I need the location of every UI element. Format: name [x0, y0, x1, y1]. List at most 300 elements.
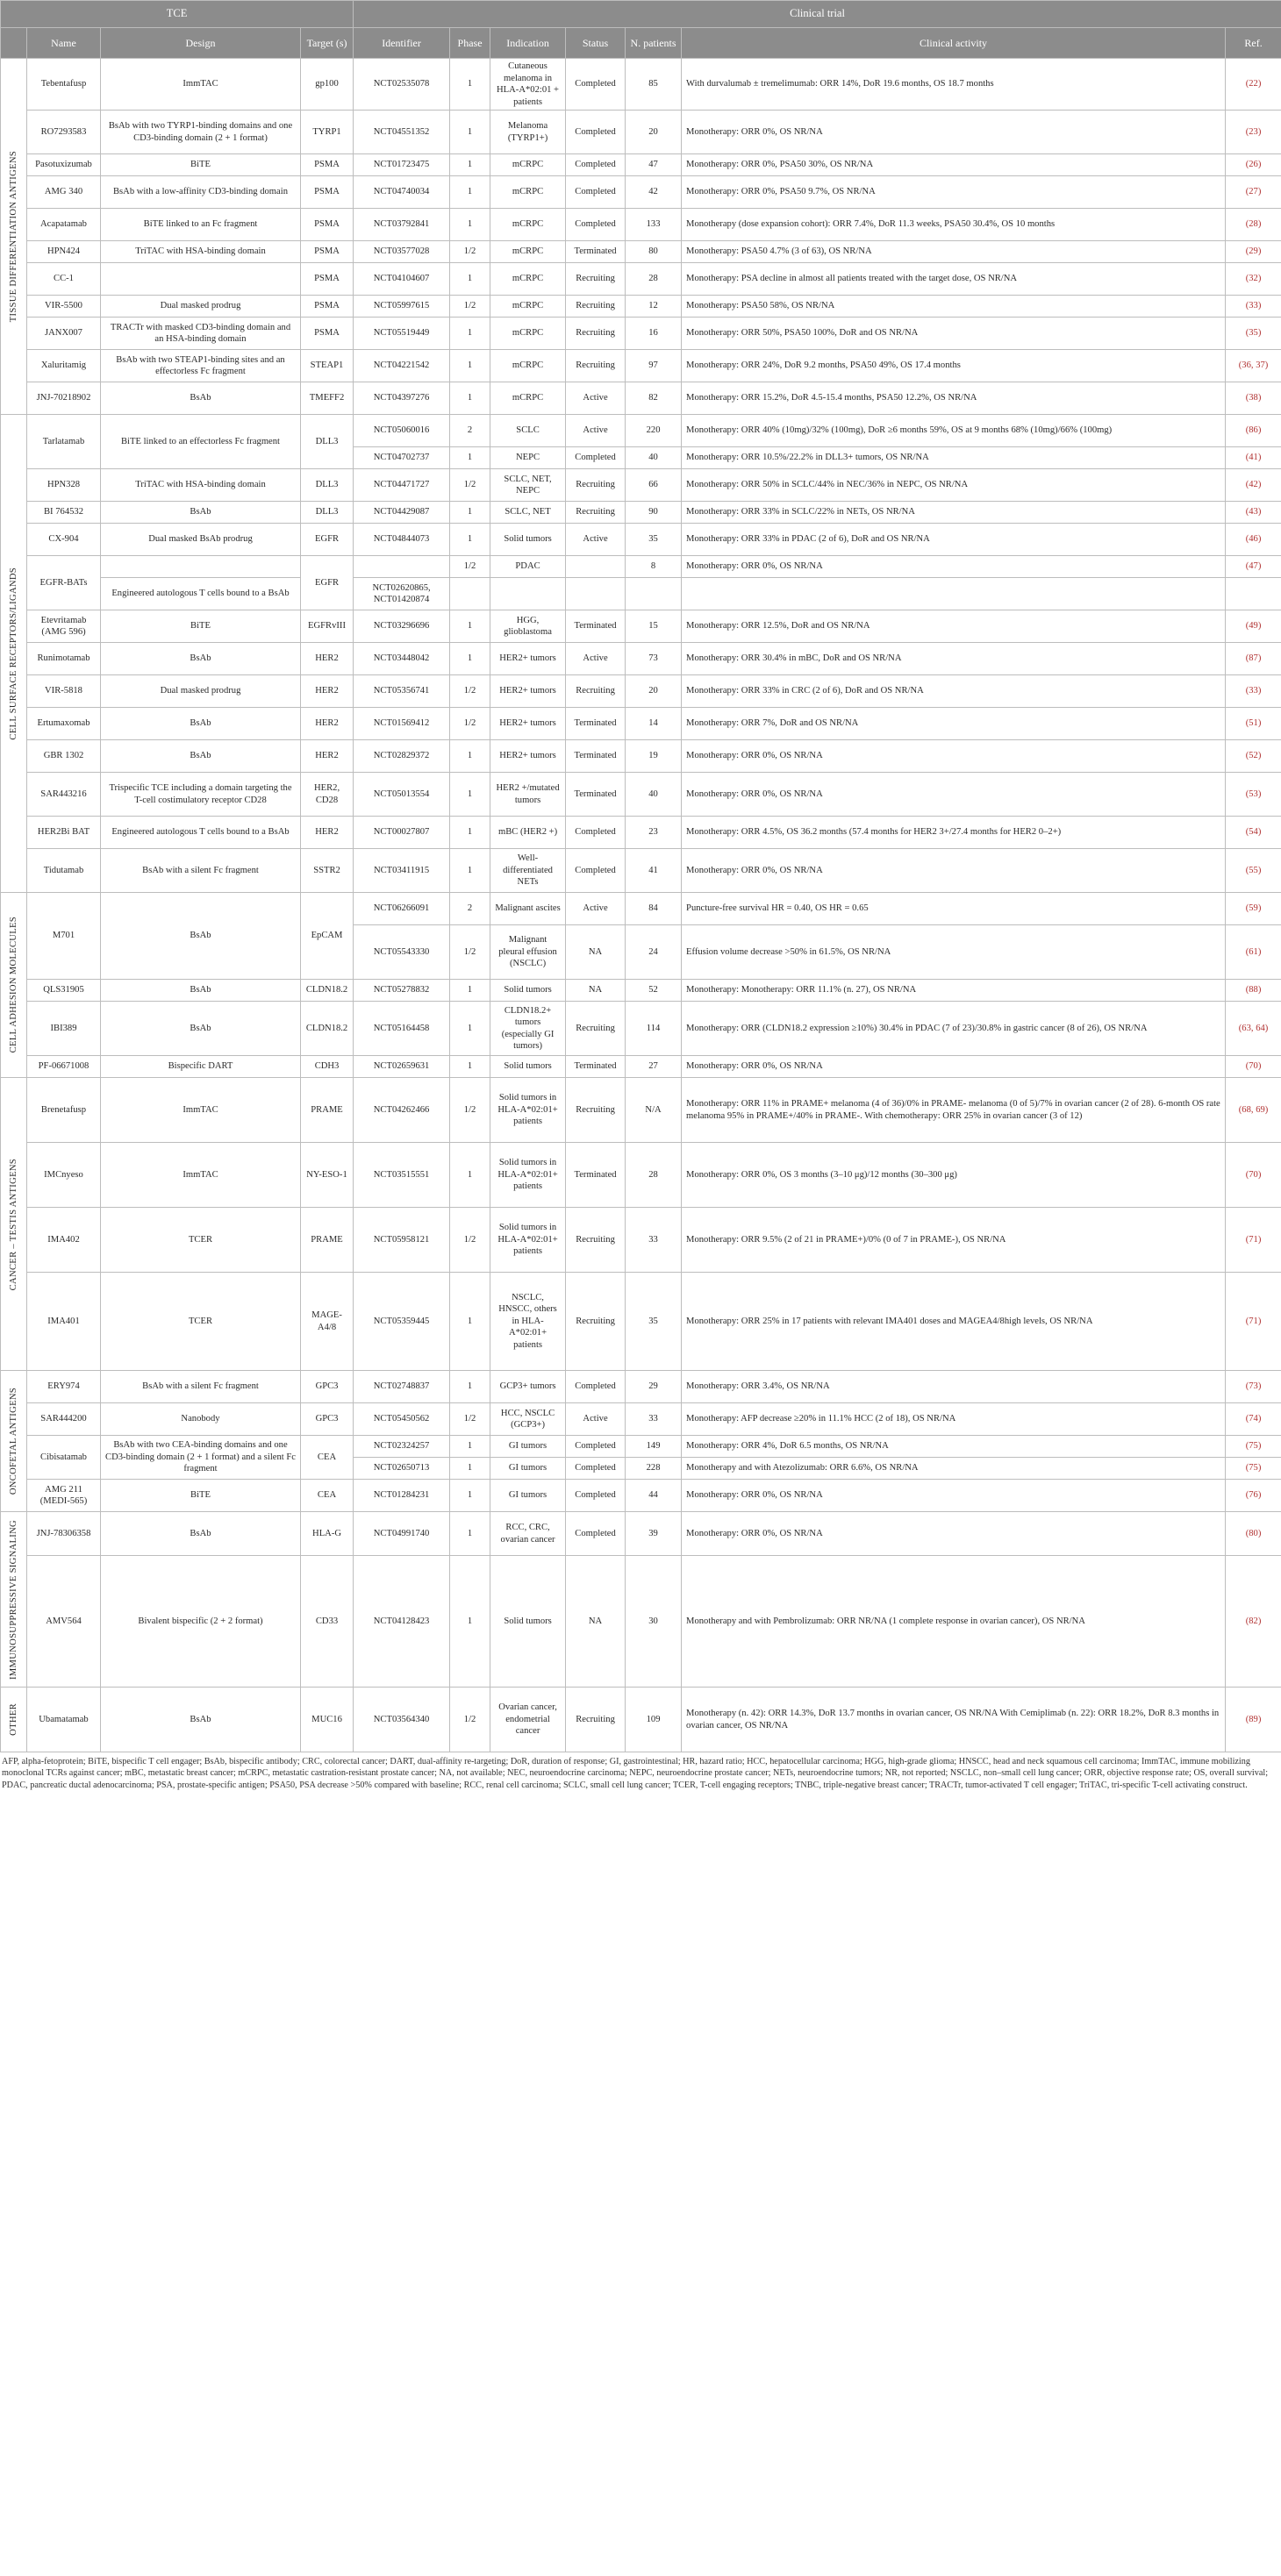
phase-cell: 1/2 [450, 925, 490, 980]
phase-cell: 1/2 [450, 556, 490, 578]
ref-cell: (86) [1226, 415, 1281, 447]
ref-cell: (35) [1226, 318, 1281, 350]
table-row [1, 1556, 1281, 1688]
ref-cell: (27) [1226, 176, 1281, 209]
table-row [1, 556, 1281, 578]
phase-cell: 1/2 [450, 1403, 490, 1436]
status-cell: Completed [566, 209, 626, 241]
status-cell: Recruiting [566, 1688, 626, 1752]
clinical-activity-cell: Monotherapy: ORR 0%, OS NR/NA [682, 773, 1226, 817]
ref-cell: (49) [1226, 610, 1281, 643]
patients-cell: 19 [626, 740, 682, 773]
phase-cell: 1 [450, 59, 490, 111]
status-cell: Completed [566, 59, 626, 111]
patients-cell: 84 [626, 893, 682, 925]
patients-cell: 28 [626, 263, 682, 296]
table-row [1, 382, 1281, 415]
target-cell: SSTR2 [301, 849, 354, 893]
target-cell: CEA [301, 1436, 354, 1480]
status-cell: Active [566, 1403, 626, 1436]
target-cell: EGFRvIII [301, 610, 354, 643]
design-cell: BiTE [101, 1480, 301, 1512]
indication-cell: GI tumors [490, 1436, 566, 1458]
target-cell: NY-ESO-1 [301, 1143, 354, 1208]
design-cell: ImmTAC [101, 59, 301, 111]
indication-cell: mCRPC [490, 241, 566, 263]
phase-cell: 1 [450, 111, 490, 154]
table-row [1, 209, 1281, 241]
phase-cell: 1 [450, 263, 490, 296]
name-cell: SAR443216 [27, 773, 101, 817]
indication-cell: HGG, glioblastoma [490, 610, 566, 643]
design-cell: Engineered autologous T cells bound to a BsAb [101, 578, 301, 610]
indication-cell: SCLC, NET [490, 502, 566, 524]
target-cell: GPC3 [301, 1403, 354, 1436]
ref-cell: (59) [1226, 893, 1281, 925]
status-cell: Completed [566, 1436, 626, 1458]
status-cell: Terminated [566, 241, 626, 263]
phase-cell [450, 578, 490, 610]
status-cell: Completed [566, 447, 626, 469]
name-cell: Tarlatamab [27, 415, 101, 469]
patients-cell: 35 [626, 524, 682, 556]
column-header-design: Design [101, 28, 301, 59]
ref-cell: (29) [1226, 241, 1281, 263]
identifier-cell: NCT04128423 [354, 1556, 450, 1688]
ref-cell: (52) [1226, 740, 1281, 773]
phase-cell: 1 [450, 318, 490, 350]
phase-cell: 1 [450, 740, 490, 773]
patients-cell: 80 [626, 241, 682, 263]
clinical-activity-cell: Monotherapy and with Atezolizumab: ORR 6.6%, OS NR/NA [682, 1458, 1226, 1480]
table-row [1, 675, 1281, 708]
design-cell: BsAb [101, 1688, 301, 1752]
column-header-ref: Ref. [1226, 28, 1281, 59]
design-cell: BsAb [101, 643, 301, 675]
ref-cell: (70) [1226, 1056, 1281, 1078]
indication-cell: SCLC [490, 415, 566, 447]
target-cell: PSMA [301, 263, 354, 296]
name-cell: Tidutamab [27, 849, 101, 893]
ref-cell: (36, 37) [1226, 350, 1281, 382]
patients-cell: 85 [626, 59, 682, 111]
table-row [1, 708, 1281, 740]
target-cell: CEA [301, 1480, 354, 1512]
name-cell: PF-06671008 [27, 1056, 101, 1078]
group-header-tce: TCE [1, 1, 354, 28]
ref-cell: (80) [1226, 1512, 1281, 1556]
patients-cell: 35 [626, 1273, 682, 1371]
phase-cell: 1/2 [450, 1208, 490, 1273]
table-row [1, 59, 1281, 111]
patients-cell: 40 [626, 773, 682, 817]
table-row [1, 1371, 1281, 1403]
target-cell: PSMA [301, 176, 354, 209]
identifier-cell: NCT05164458 [354, 1002, 450, 1056]
clinical-activity-cell: Monotherapy: ORR 24%, DoR 9.2 months, PSA50 49%, OS 17.4 months [682, 350, 1226, 382]
name-cell: Xaluritamig [27, 350, 101, 382]
indication-cell: Ovarian cancer, endometrial cancer [490, 1688, 566, 1752]
table-row [1, 643, 1281, 675]
design-cell: Dual masked BsAb prodrug [101, 524, 301, 556]
ref-cell: (46) [1226, 524, 1281, 556]
patients-cell: 47 [626, 154, 682, 176]
status-cell: NA [566, 1556, 626, 1688]
indication-cell: SCLC, NET, NEPC [490, 469, 566, 502]
ref-cell: (22) [1226, 59, 1281, 111]
name-cell: Acapatamab [27, 209, 101, 241]
design-cell: TRACTr with masked CD3-binding domain and an HSA-binding domain [101, 318, 301, 350]
phase-cell: 1 [450, 610, 490, 643]
phase-cell: 1 [450, 1556, 490, 1688]
identifier-cell: NCT04740034 [354, 176, 450, 209]
design-cell: ImmTAC [101, 1143, 301, 1208]
category-label: CELL ADHESION MOLECULES [8, 917, 18, 1053]
indication-cell: mCRPC [490, 209, 566, 241]
design-cell: BsAb [101, 893, 301, 980]
phase-cell: 1 [450, 154, 490, 176]
design-cell: BsAb with two STEAP1-binding sites and an effectorless Fc fragment [101, 350, 301, 382]
target-cell: CDH3 [301, 1056, 354, 1078]
status-cell: Recruiting [566, 502, 626, 524]
ref-cell [1226, 578, 1281, 610]
clinical-activity-cell: Monotherapy: ORR 30.4% in mBC, DoR and OS NR/NA [682, 643, 1226, 675]
table-row [1, 176, 1281, 209]
identifier-cell: NCT02659631 [354, 1056, 450, 1078]
name-cell: EGFR-BATs [27, 556, 101, 610]
ref-cell: (32) [1226, 263, 1281, 296]
status-cell: Recruiting [566, 675, 626, 708]
indication-cell: Malignant pleural effusion (NSCLC) [490, 925, 566, 980]
status-cell: Recruiting [566, 296, 626, 318]
indication-cell [490, 578, 566, 610]
clinical-activity-cell: Monotherapy: ORR 0%, OS NR/NA [682, 556, 1226, 578]
identifier-cell: NCT06266091 [354, 893, 450, 925]
clinical-activity-cell: Monotherapy: ORR 11% in PRAME+ melanoma (4 of 36)/0% in PRAME- melanoma (0 of 5)/7% in ovarian cancer (2 of 28). 6-month OS rate melanoma 95% in PRAME+/40% in PRAME-. With chemotherapy: ORR 25% in ovarian cancer (3 of 12) [682, 1078, 1226, 1143]
indication-cell: mCRPC [490, 176, 566, 209]
design-cell: BsAb with two TYRP1-binding domains and one CD3-binding domain (2 + 1 format) [101, 111, 301, 154]
patients-cell: 52 [626, 980, 682, 1002]
phase-cell: 1 [450, 524, 490, 556]
identifier-cell: NCT02829372 [354, 740, 450, 773]
target-cell: EGFR [301, 524, 354, 556]
phase-cell: 1/2 [450, 675, 490, 708]
table-row [1, 502, 1281, 524]
patients-cell: 20 [626, 111, 682, 154]
name-cell: QLS31905 [27, 980, 101, 1002]
category-label-cell [1, 1512, 27, 1688]
clinical-activity-cell: Monotherapy: ORR 50%, PSA50 100%, DoR and OS NR/NA [682, 318, 1226, 350]
indication-cell: Cutaneous melanoma in HLA-A*02:01 + patients [490, 59, 566, 111]
column-header-clinical-activity: Clinical activity [682, 28, 1226, 59]
clinical-activity-cell: Monotherapy: ORR 33% in CRC (2 of 6), DoR and OS NR/NA [682, 675, 1226, 708]
indication-cell: NEPC [490, 447, 566, 469]
name-cell: BI 764532 [27, 502, 101, 524]
column-header-target: Target (s) [301, 28, 354, 59]
phase-cell: 1 [450, 817, 490, 849]
phase-cell: 1/2 [450, 469, 490, 502]
status-cell: Completed [566, 1480, 626, 1512]
patients-cell: 114 [626, 1002, 682, 1056]
clinical-activity-cell: Monotherapy: ORR 10.5%/22.2% in DLL3+ tumors, OS NR/NA [682, 447, 1226, 469]
ref-cell: (51) [1226, 708, 1281, 740]
status-cell: Terminated [566, 773, 626, 817]
name-cell: AMV564 [27, 1556, 101, 1688]
design-cell: Bivalent bispecific (2 + 2 format) [101, 1556, 301, 1688]
target-cell: EGFR [301, 556, 354, 610]
indication-cell: HER2+ tumors [490, 740, 566, 773]
indication-cell: mCRPC [490, 318, 566, 350]
indication-cell: HER2+ tumors [490, 675, 566, 708]
indication-cell: GI tumors [490, 1480, 566, 1512]
status-cell: Active [566, 382, 626, 415]
clinical-activity-cell: Monotherapy (dose expansion cohort): ORR 7.4%, DoR 11.3 weeks, PSA50 30.4%, OS 10 months [682, 209, 1226, 241]
phase-cell: 1 [450, 1436, 490, 1458]
ref-cell: (76) [1226, 1480, 1281, 1512]
ref-cell: (68, 69) [1226, 1078, 1281, 1143]
name-cell: ERY974 [27, 1371, 101, 1403]
identifier-cell: NCT04104607 [354, 263, 450, 296]
table-row [1, 980, 1281, 1002]
patients-cell: 39 [626, 1512, 682, 1556]
table-row [1, 350, 1281, 382]
design-cell: TCER [101, 1273, 301, 1371]
patients-cell: 220 [626, 415, 682, 447]
identifier-cell: NCT04471727 [354, 469, 450, 502]
design-cell: TCER [101, 1208, 301, 1273]
patients-cell: 24 [626, 925, 682, 980]
table-row [1, 415, 1281, 447]
ref-cell: (54) [1226, 817, 1281, 849]
design-cell [101, 263, 301, 296]
table-row [1, 241, 1281, 263]
patients-cell: 73 [626, 643, 682, 675]
identifier-cell: NCT03448042 [354, 643, 450, 675]
design-cell: Dual masked prodrug [101, 675, 301, 708]
patients-cell: 8 [626, 556, 682, 578]
ref-cell: (75) [1226, 1458, 1281, 1480]
phase-cell: 2 [450, 893, 490, 925]
indication-cell: mCRPC [490, 263, 566, 296]
name-cell: SAR444200 [27, 1403, 101, 1436]
indication-cell: mCRPC [490, 382, 566, 415]
clinical-activity-cell: Monotherapy: ORR 7%, DoR and OS NR/NA [682, 708, 1226, 740]
name-cell: VIR-5500 [27, 296, 101, 318]
clinical-activity-cell: Monotherapy: ORR 3.4%, OS NR/NA [682, 1371, 1226, 1403]
patients-cell: 14 [626, 708, 682, 740]
indication-cell: HER2 +/mutated tumors [490, 773, 566, 817]
design-cell: Bispecific DART [101, 1056, 301, 1078]
design-cell: BsAb [101, 1002, 301, 1056]
status-cell: Completed [566, 1512, 626, 1556]
design-cell: BsAb with a silent Fc fragment [101, 849, 301, 893]
status-cell: Recruiting [566, 1273, 626, 1371]
status-cell: Completed [566, 849, 626, 893]
table-row [1, 1143, 1281, 1208]
identifier-cell: NCT04702737 [354, 447, 450, 469]
target-cell: CD33 [301, 1556, 354, 1688]
patients-cell: 16 [626, 318, 682, 350]
name-cell: GBR 1302 [27, 740, 101, 773]
phase-cell: 1/2 [450, 1688, 490, 1752]
ref-cell: (33) [1226, 675, 1281, 708]
phase-cell: 1 [450, 1480, 490, 1512]
patients-cell: 41 [626, 849, 682, 893]
category-label: IMMUNOSUPPRESSIVE SIGNALING [8, 1519, 18, 1680]
clinical-activity-cell: Monotherapy: ORR 0%, PSA50 9.7%, OS NR/NA [682, 176, 1226, 209]
phase-cell: 1 [450, 1143, 490, 1208]
target-cell: HER2 [301, 643, 354, 675]
indication-cell: mBC (HER2 +) [490, 817, 566, 849]
patients-cell: 20 [626, 675, 682, 708]
patients-cell: 133 [626, 209, 682, 241]
target-cell: PRAME [301, 1078, 354, 1143]
table-row [1, 1403, 1281, 1436]
table-row [1, 610, 1281, 643]
identifier-cell: NCT05958121 [354, 1208, 450, 1273]
phase-cell: 1 [450, 1512, 490, 1556]
design-cell: BsAb [101, 740, 301, 773]
status-cell: Recruiting [566, 1002, 626, 1056]
identifier-cell: NCT03792841 [354, 209, 450, 241]
design-cell: TriTAC with HSA-binding domain [101, 469, 301, 502]
name-cell: Cibisatamab [27, 1436, 101, 1480]
table-row [1, 1078, 1281, 1143]
group-header-clinical-trial: Clinical trial [354, 1, 1281, 28]
ref-cell: (42) [1226, 469, 1281, 502]
table-row [1, 1512, 1281, 1556]
column-header-indication: Indication [490, 28, 566, 59]
design-cell: BsAb with two CEA-binding domains and one CD3-binding domain (2 + 1 format) and a silent Fc fragment [101, 1436, 301, 1480]
identifier-cell: NCT04397276 [354, 382, 450, 415]
phase-cell: 1/2 [450, 708, 490, 740]
table-row [1, 740, 1281, 773]
clinical-activity-cell: Puncture-free survival HR = 0.40, OS HR = 0.65 [682, 893, 1226, 925]
ref-cell: (33) [1226, 296, 1281, 318]
indication-cell: Solid tumors [490, 1056, 566, 1078]
indication-cell: Solid tumors in HLA-A*02:01+ patients [490, 1143, 566, 1208]
column-header-patients: N. patients [626, 28, 682, 59]
indication-cell: GCP3+ tumors [490, 1371, 566, 1403]
category-label-cell [1, 59, 27, 415]
category-label-cell [1, 1078, 27, 1371]
identifier-cell: NCT00027807 [354, 817, 450, 849]
phase-cell: 1 [450, 1371, 490, 1403]
clinical-activity-cell: Monotherapy: PSA50 58%, OS NR/NA [682, 296, 1226, 318]
clinical-activity-cell: Monotherapy (n. 42): ORR 14.3%, DoR 13.7 months in ovarian cancer, OS NR/NA With Cemiplimab (n. 22): ORR 18.2%, DoR 8.3 months in ovarian cancer, OS NR/NA [682, 1688, 1226, 1752]
status-cell: Terminated [566, 708, 626, 740]
indication-cell: Solid tumors [490, 980, 566, 1002]
design-cell: Dual masked prodrug [101, 296, 301, 318]
ref-cell: (71) [1226, 1273, 1281, 1371]
design-cell: BiTE linked to an Fc fragment [101, 209, 301, 241]
ref-cell: (75) [1226, 1436, 1281, 1458]
target-cell: MAGE-A4/8 [301, 1273, 354, 1371]
design-cell: BsAb with a low-affinity CD3-binding domain [101, 176, 301, 209]
identifier-cell: NCT02620865, NCT01420874 [354, 578, 450, 610]
phase-cell: 1 [450, 1458, 490, 1480]
identifier-cell: NCT01284231 [354, 1480, 450, 1512]
status-cell: Active [566, 643, 626, 675]
phase-cell: 1 [450, 350, 490, 382]
header-category-spacer [1, 28, 27, 59]
name-cell: AMG 340 [27, 176, 101, 209]
phase-cell: 1 [450, 849, 490, 893]
table-row [1, 1273, 1281, 1371]
clinical-activity-cell: Monotherapy: ORR 0%, OS NR/NA [682, 849, 1226, 893]
indication-cell: PDAC [490, 556, 566, 578]
target-cell: DLL3 [301, 415, 354, 469]
patients-cell: 44 [626, 1480, 682, 1512]
category-label: ONCOFETAL ANTIGENS [8, 1388, 18, 1495]
ref-cell: (71) [1226, 1208, 1281, 1273]
design-cell: BiTE [101, 610, 301, 643]
clinical-activity-cell: Monotherapy and with Pembrolizumab: ORR NR/NA (1 complete response in ovarian cancer), OS NR/NA [682, 1556, 1226, 1688]
clinical-activity-cell: Monotherapy: AFP decrease ≥20% in 11.1% HCC (2 of 18), OS NR/NA [682, 1403, 1226, 1436]
design-cell: Trispecific TCE including a domain targeting the T-cell costimulatory receptor CD28 [101, 773, 301, 817]
ref-cell: (43) [1226, 502, 1281, 524]
name-cell: Tebentafusp [27, 59, 101, 111]
clinical-activity-cell: Monotherapy: ORR 0%, OS NR/NA [682, 1056, 1226, 1078]
target-cell: PSMA [301, 241, 354, 263]
phase-cell: 1 [450, 209, 490, 241]
indication-cell: Solid tumors [490, 524, 566, 556]
phase-cell: 1/2 [450, 241, 490, 263]
name-cell: IMCnyeso [27, 1143, 101, 1208]
ref-cell: (73) [1226, 1371, 1281, 1403]
status-cell: Terminated [566, 610, 626, 643]
phase-cell: 1 [450, 382, 490, 415]
indication-cell: mCRPC [490, 154, 566, 176]
patients-cell [626, 578, 682, 610]
ref-cell: (82) [1226, 1556, 1281, 1688]
indication-cell: NSCLC, HNSCC, others in HLA-A*02:01+ patients [490, 1273, 566, 1371]
name-cell: HPN424 [27, 241, 101, 263]
ref-cell: (28) [1226, 209, 1281, 241]
phase-cell: 1 [450, 176, 490, 209]
status-cell: Completed [566, 1371, 626, 1403]
column-header-name: Name [27, 28, 101, 59]
clinical-activity-cell: Monotherapy: ORR 0%, OS NR/NA [682, 1512, 1226, 1556]
category-label-cell [1, 1371, 27, 1512]
table-row [1, 263, 1281, 296]
patients-cell: 42 [626, 176, 682, 209]
phase-cell: 1 [450, 643, 490, 675]
clinical-activity-cell: Monotherapy: ORR 0%, OS NR/NA [682, 1480, 1226, 1512]
target-cell: DLL3 [301, 502, 354, 524]
identifier-cell: NCT05356741 [354, 675, 450, 708]
table-row [1, 578, 1281, 610]
target-cell: PSMA [301, 209, 354, 241]
identifier-cell: NCT03296696 [354, 610, 450, 643]
clinical-activity-cell: Monotherapy: ORR 33% in PDAC (2 of 6), DoR and OS NR/NA [682, 524, 1226, 556]
name-cell: HER2Bi BAT [27, 817, 101, 849]
name-cell: M701 [27, 893, 101, 980]
category-label: TISSUE DIFFERENTIATION ANTIGENS [8, 150, 18, 323]
name-cell: AMG 211 (MEDI-565) [27, 1480, 101, 1512]
status-cell [566, 556, 626, 578]
target-cell: HER2 [301, 817, 354, 849]
ref-cell: (41) [1226, 447, 1281, 469]
status-cell: NA [566, 925, 626, 980]
clinical-activity-cell: Monotherapy: ORR 12.5%, DoR and OS NR/NA [682, 610, 1226, 643]
indication-cell: mCRPC [490, 296, 566, 318]
design-cell: ImmTAC [101, 1078, 301, 1143]
indication-cell: Well-differentiated NETs [490, 849, 566, 893]
clinical-activity-cell: Monotherapy: ORR 25% in 17 patients with relevant IMA401 doses and MAGEA4/8high levels, OS NR/NA [682, 1273, 1226, 1371]
status-cell: Recruiting [566, 1208, 626, 1273]
target-cell: HLA-G [301, 1512, 354, 1556]
